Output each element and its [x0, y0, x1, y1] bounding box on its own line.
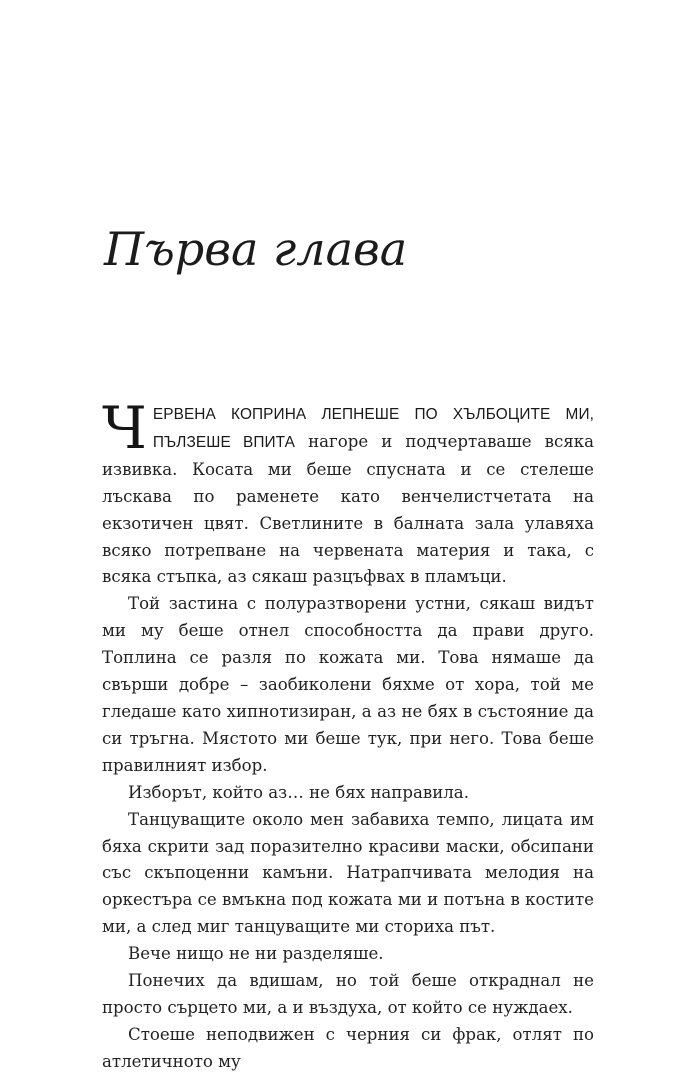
paragraph: Танцуващите около мен забавиха темпо, лицата им бяха скрити зад поразително красиви маски, обсипани със скъпоценни камъни. Натрапчивата мелодия на оркестъра се вмъкна под кожата ми и потъна в костите ми, а след миг танцуващите ми сториха път. — [102, 809, 594, 937]
opening-paragraph-text: нагоре и подчертаваше всяка извивка. Косата ми беше спусната и се стелеше лъскава по раменете като венчелистчетата на екзотичен цвят. Светлините в балната зала улавяха всяко потрепване на червената материя и така, с всяка стъпка, аз сякаш разцъфвах в пламъци. — [102, 431, 594, 587]
paragraph: Той застина с полуразтворени устни, сякаш видът ми му беше отнел способността да прави друго. Топлина се разля по кожата ми. Това нямаше да свърши добре – заобиколени бяхме от хора, той ме гледаше като хипнотизиран, а аз не бях в състояние да си тръгна. Мястото ми беше тук, при него. Това беше правилният избор. — [102, 594, 594, 775]
paragraph: Вече нищо не ни разделяше. — [128, 944, 384, 964]
chapter-title: Първа глава — [104, 222, 408, 276]
paragraph: Изборът, който аз… не бях направила. — [128, 782, 469, 802]
lead-in-caps: ЕРВЕНА КОПРИНА ЛЕПНЕШЕ ПО ХЪЛБОЦИТЕ МИ, ПЪЛЗЕШЕ ВПИТА — [152, 406, 594, 451]
paragraph: Понечих да вдишам, но той беше откраднал не просто сърцето ми, а и въздуха, от който се нуждаех. — [102, 971, 594, 1017]
opening-paragraph — [102, 394, 594, 591]
chapter-body — [102, 394, 594, 1076]
drop-cap: Ч — [102, 394, 147, 462]
paragraph: Стоеше неподвижен с черния си фрак, отлят по атлетичното му — [102, 1024, 594, 1071]
